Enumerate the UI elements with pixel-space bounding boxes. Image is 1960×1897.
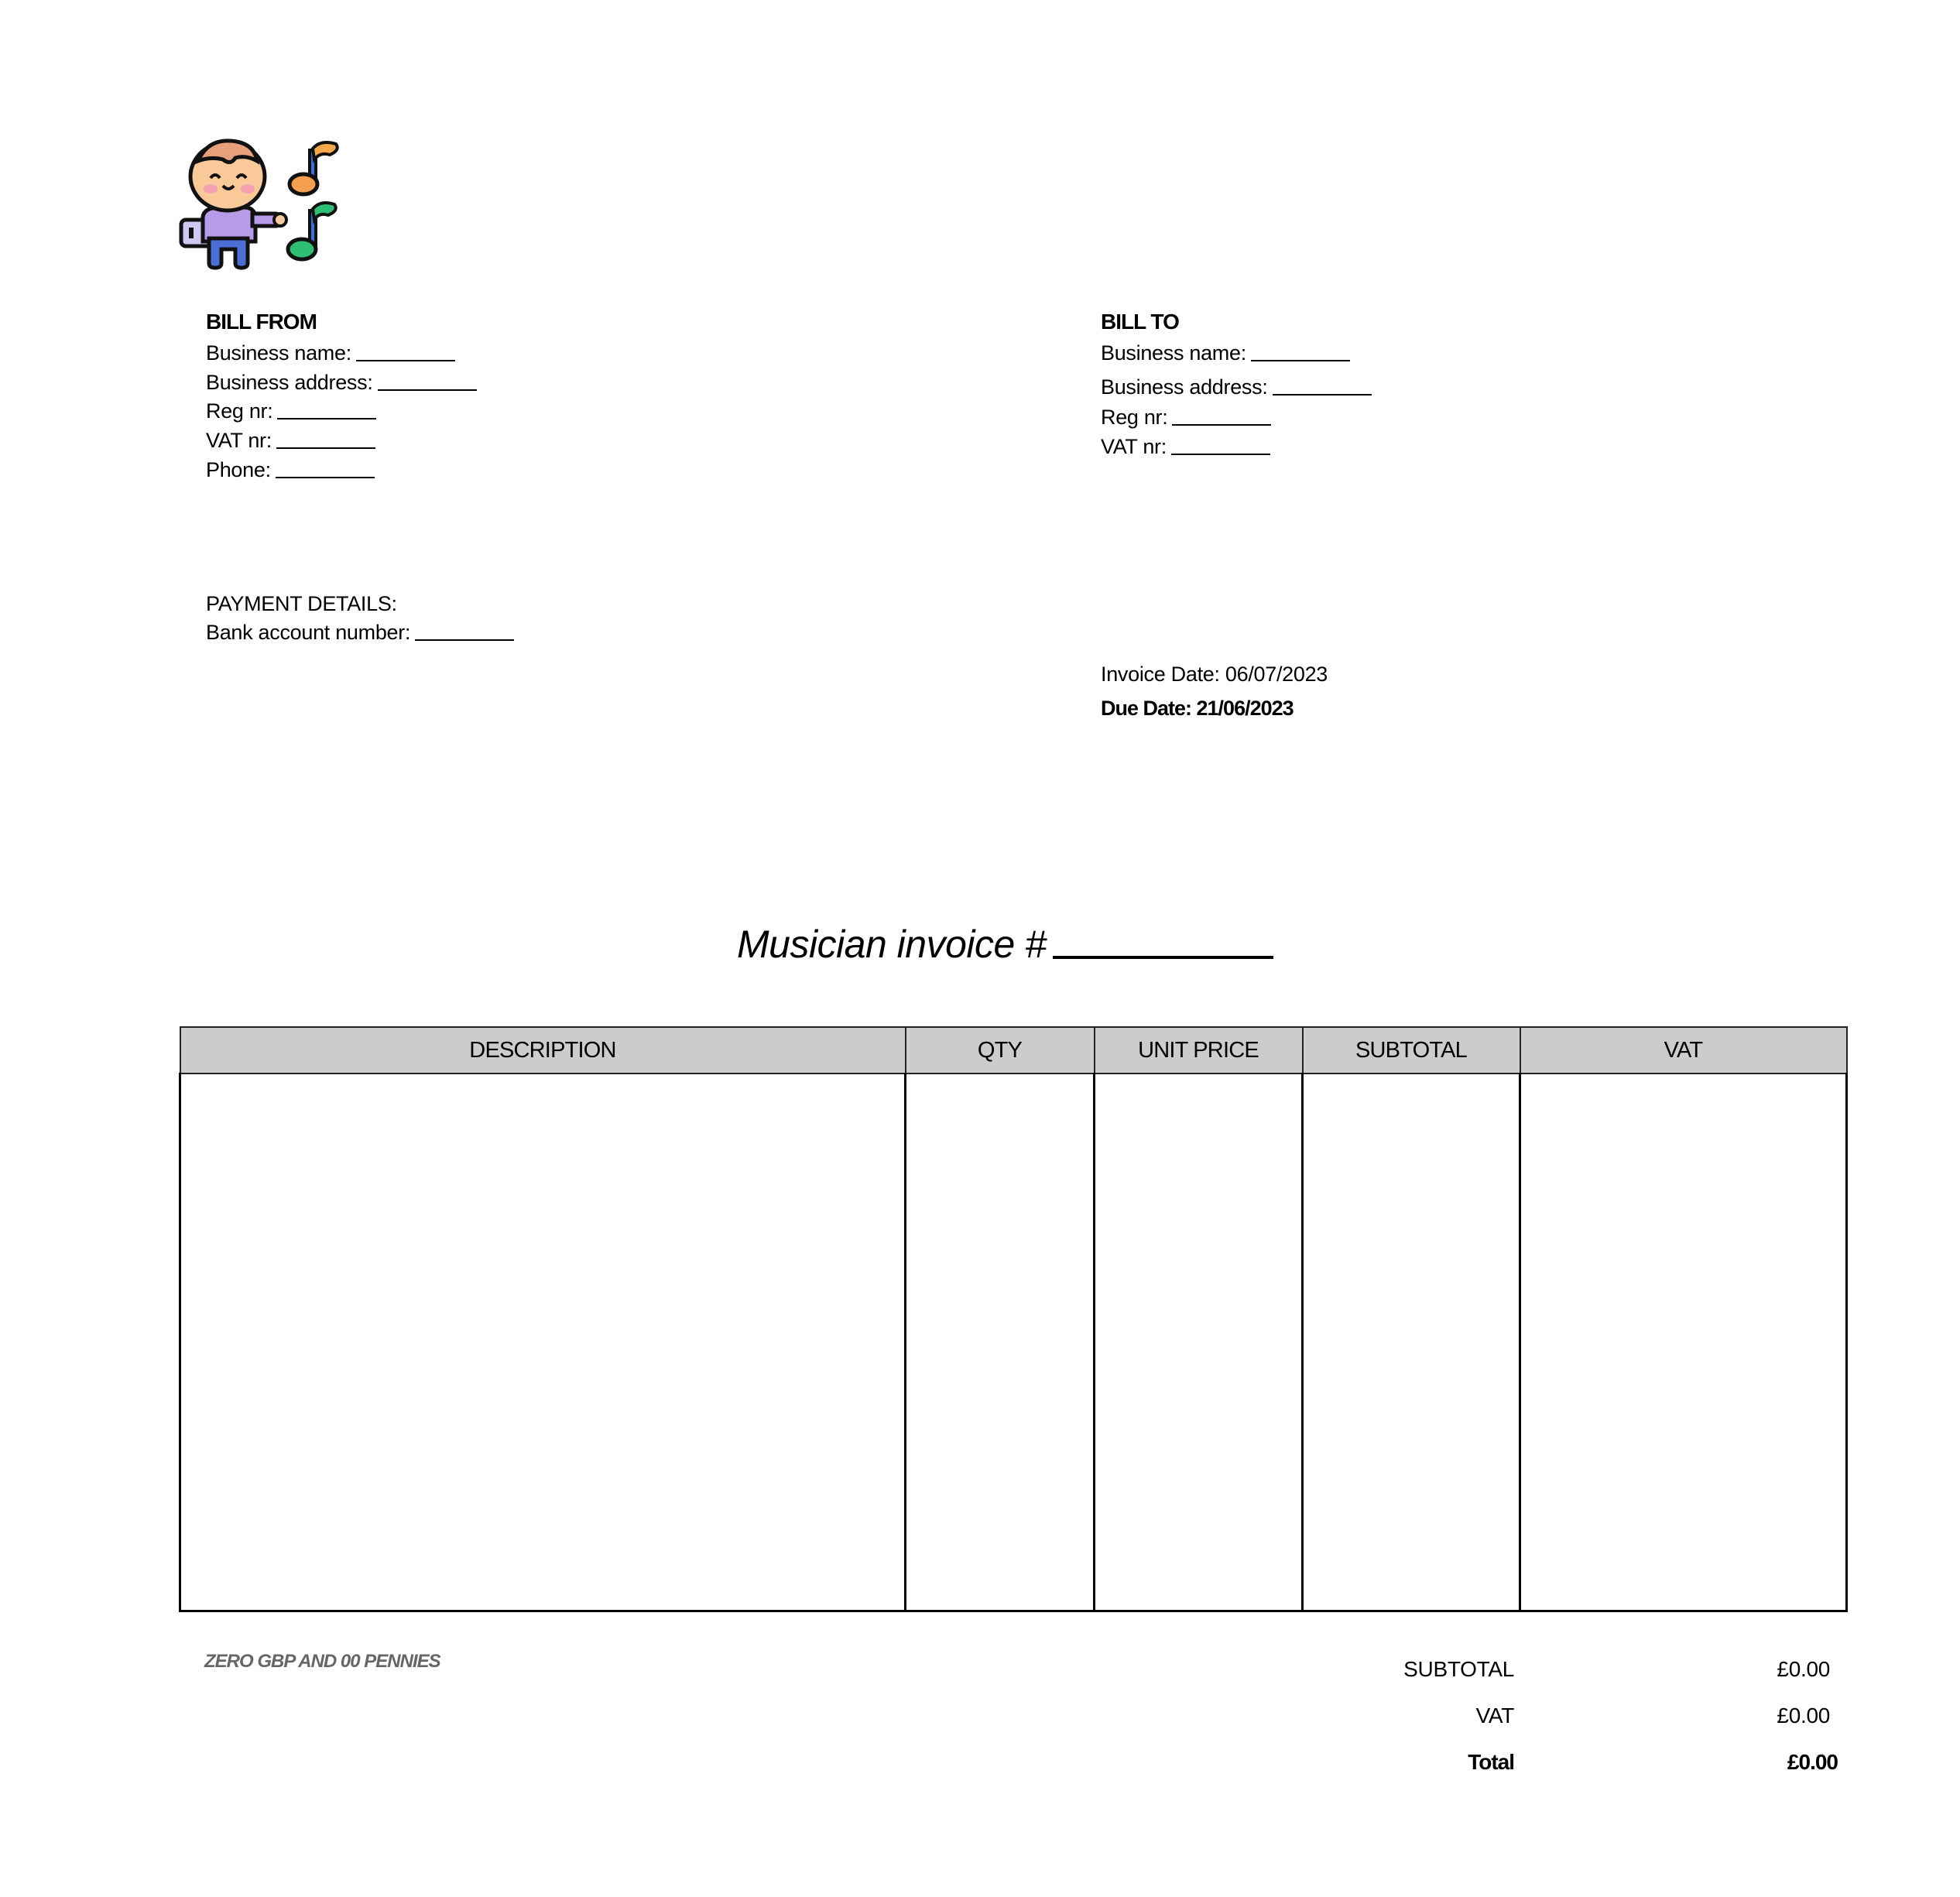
description-cell — [180, 1073, 906, 1611]
bill-to-business-address: Business address: — [1101, 377, 1372, 398]
invoice-title: Musician invoice # — [737, 922, 1273, 967]
bill-from-phone: Phone: — [206, 460, 375, 481]
bill-from-business-name: Business name: — [206, 343, 455, 364]
column-header-vat: VAT — [1520, 1027, 1847, 1073]
amount-in-words: ZERO GBP AND 00 PENNIES — [204, 1651, 440, 1672]
bill-from-business-address: Business address: — [206, 372, 477, 393]
table-row-empty — [180, 1073, 1847, 1611]
column-header-unit-price: UNIT PRICE — [1095, 1027, 1303, 1073]
column-header-description: DESCRIPTION — [180, 1027, 906, 1073]
subtotal-value: £0.00 — [1777, 1657, 1830, 1681]
bill-to-vat-nr: VAT nr: — [1101, 437, 1270, 457]
vat-value: £0.00 — [1777, 1704, 1830, 1728]
bill-from-business-address-blank — [378, 389, 477, 391]
bill-to-reg-nr: Reg nr: — [1101, 407, 1271, 428]
invoice-number-blank — [1053, 956, 1273, 959]
qty-cell — [906, 1073, 1095, 1611]
total-label: Total — [1468, 1750, 1514, 1774]
subtotal-cell — [1303, 1073, 1520, 1611]
line-items-table — [179, 1026, 1848, 1612]
bill-to-heading: BILL TO — [1101, 310, 1179, 334]
total-value: £0.00 — [1787, 1750, 1838, 1774]
due-date: Due Date: 21/06/2023 — [1101, 697, 1294, 720]
bill-from-reg-nr: Reg nr: — [206, 401, 376, 422]
musician-logo-icon — [176, 133, 341, 271]
unit-price-cell — [1095, 1073, 1303, 1611]
bill-to-business-name-blank — [1251, 360, 1350, 361]
bill-to-vat-nr-blank — [1171, 454, 1270, 455]
bill-to-reg-nr-blank — [1172, 424, 1271, 426]
bill-from-phone-blank — [276, 477, 375, 478]
column-header-qty: QTY — [906, 1027, 1095, 1073]
payment-details-heading: PAYMENT DETAILS: — [206, 592, 397, 615]
bill-from-reg-nr-blank — [277, 418, 376, 419]
vat-label: VAT — [1475, 1704, 1514, 1728]
invoice-date: Invoice Date: 06/07/2023 — [1101, 663, 1328, 686]
vat-cell — [1520, 1073, 1847, 1611]
bank-account-number: Bank account number: — [206, 622, 514, 643]
bill-from-vat-nr-blank — [276, 447, 375, 449]
bank-account-number-blank — [415, 639, 514, 641]
subtotal-label: SUBTOTAL — [1403, 1657, 1514, 1681]
column-header-subtotal: SUBTOTAL — [1303, 1027, 1520, 1073]
bill-from-heading: BILL FROM — [206, 310, 317, 334]
bill-from-vat-nr: VAT nr: — [206, 430, 375, 451]
bill-to-business-address-blank — [1273, 394, 1372, 395]
bill-to-business-name: Business name: — [1101, 343, 1350, 364]
bill-from-business-name-blank — [356, 360, 455, 361]
